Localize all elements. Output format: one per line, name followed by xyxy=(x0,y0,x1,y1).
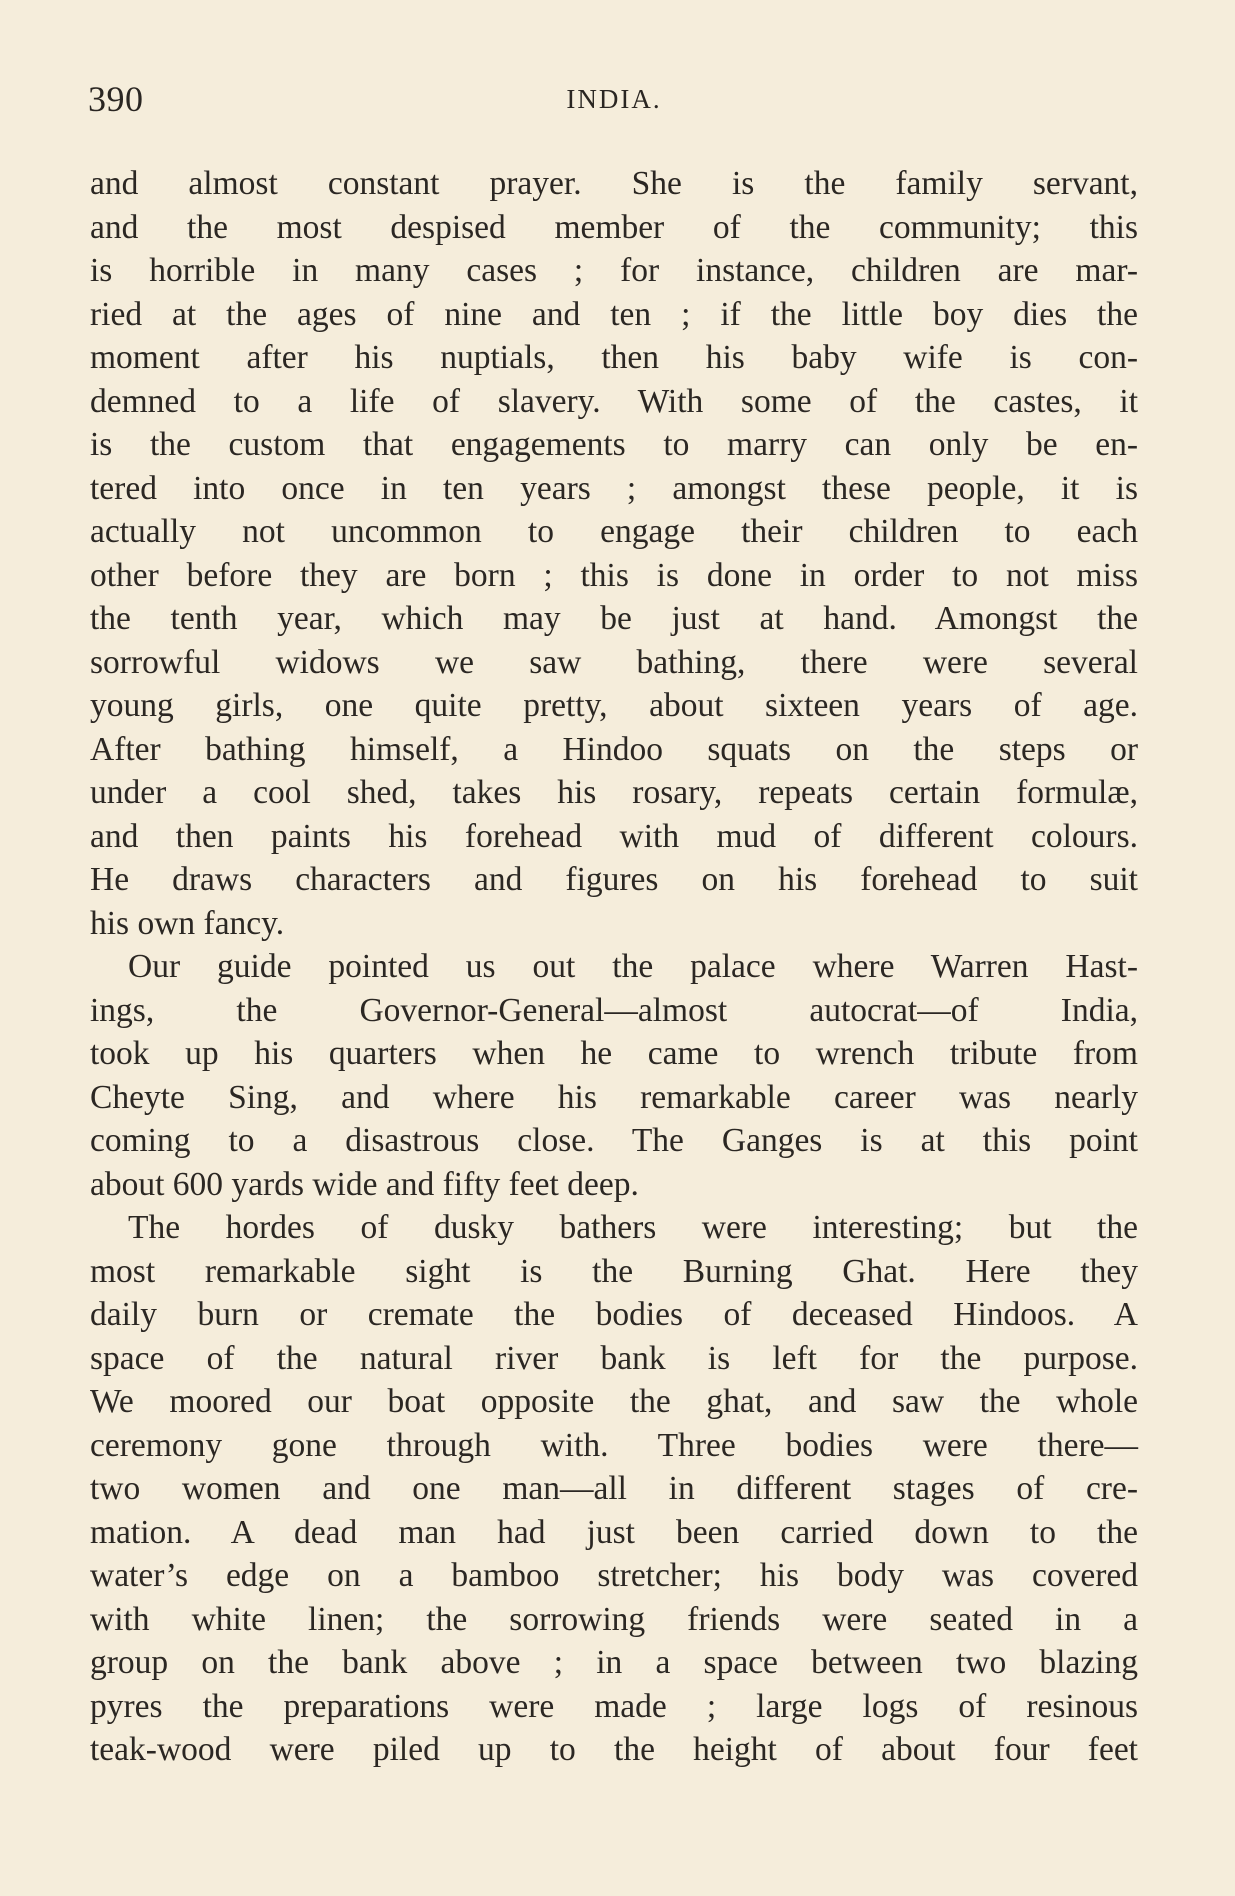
text-line: took up his quarters when he came to wrench tribute from xyxy=(90,1035,1138,1072)
text-line: water’s edge on a bamboo stretcher; his body was covered xyxy=(90,1557,1138,1594)
text-line: sorrowful widows we saw bathing, there were several xyxy=(90,643,1138,681)
text-line: ried at the ages of nine and ten ; if the little boy dies the xyxy=(90,295,1138,333)
page-number: 390 xyxy=(88,79,144,119)
text-line: We moored our boat opposite the ghat, and saw the whole xyxy=(90,1383,1138,1420)
text-line: teak-wood were piled up to the height of about four feet xyxy=(90,1731,1138,1768)
running-title: INDIA. xyxy=(566,84,662,114)
paragraph-first-line: Our guide pointed us out the palace where Warren Hast- xyxy=(128,948,1138,985)
text-line: Cheyte Sing, and where his remarkable career was nearly xyxy=(90,1078,1138,1116)
body-text xyxy=(90,162,1138,1772)
text-line: the tenth year, which may be just at hand. Amongst the xyxy=(90,600,1138,637)
text-line: and then paints his forehead with mud of different colours. xyxy=(90,817,1138,855)
text-line: mation. A dead man had just been carried down to the xyxy=(90,1513,1138,1551)
text-line: pyres the preparations were made ; large logs of resinous xyxy=(90,1687,1138,1725)
text-line: most remarkable sight is the Burning Ghat. Here they xyxy=(90,1252,1138,1290)
text-line: moment after his nuptials, then his baby wife is con- xyxy=(90,339,1138,376)
text-line: two women and one man—all in different stages of cre- xyxy=(90,1470,1138,1507)
text-line: After bathing himself, a Hindoo squats on the steps or xyxy=(90,730,1138,768)
text-line: ings, the Governor-General—almost autocrat—of India, xyxy=(90,991,1138,1029)
text-line: group on the bank above ; in a space between two blazing xyxy=(90,1644,1138,1681)
text-line: coming to a disastrous close. The Ganges is at this point xyxy=(90,1122,1138,1159)
text-line: ceremony gone through with. Three bodies were there— xyxy=(90,1426,1138,1464)
text-line: under a cool shed, takes his rosary, repeats certain formulæ, xyxy=(90,774,1138,811)
text-line: and almost constant prayer. She is the family servant, xyxy=(90,165,1138,202)
text-line: with white linen; the sorrowing friends were seated in a xyxy=(90,1600,1138,1638)
text-line: is the custom that engagements to marry can only be en- xyxy=(90,426,1138,463)
text-line: demned to a life of slavery. With some of the castes, it xyxy=(90,382,1138,420)
text-line: young girls, one quite pretty, about sixteen years of age. xyxy=(90,687,1138,724)
text-line: He draws characters and figures on his forehead to suit xyxy=(90,861,1138,898)
text-line: his own fancy. xyxy=(90,904,285,942)
paragraph-first-line: The hordes of dusky bathers were interesting; but the xyxy=(128,1209,1138,1246)
text-line: actually not uncommon to engage their children to each xyxy=(90,513,1138,550)
text-line: is horrible in many cases ; for instance, children are mar- xyxy=(90,252,1138,289)
text-line: tered into once in ten years ; amongst these people, it is xyxy=(90,469,1138,507)
page-header xyxy=(88,78,1140,128)
text-line: space of the natural river bank is left for the purpose. xyxy=(90,1339,1138,1377)
text-line: about 600 yards wide and fifty feet deep. xyxy=(90,1165,639,1203)
text-line: other before they are born ; this is done in order to not miss xyxy=(90,556,1138,594)
text-line: and the most despised member of the community; this xyxy=(90,208,1138,246)
text-line: daily burn or cremate the bodies of deceased Hindoos. A xyxy=(90,1296,1138,1333)
